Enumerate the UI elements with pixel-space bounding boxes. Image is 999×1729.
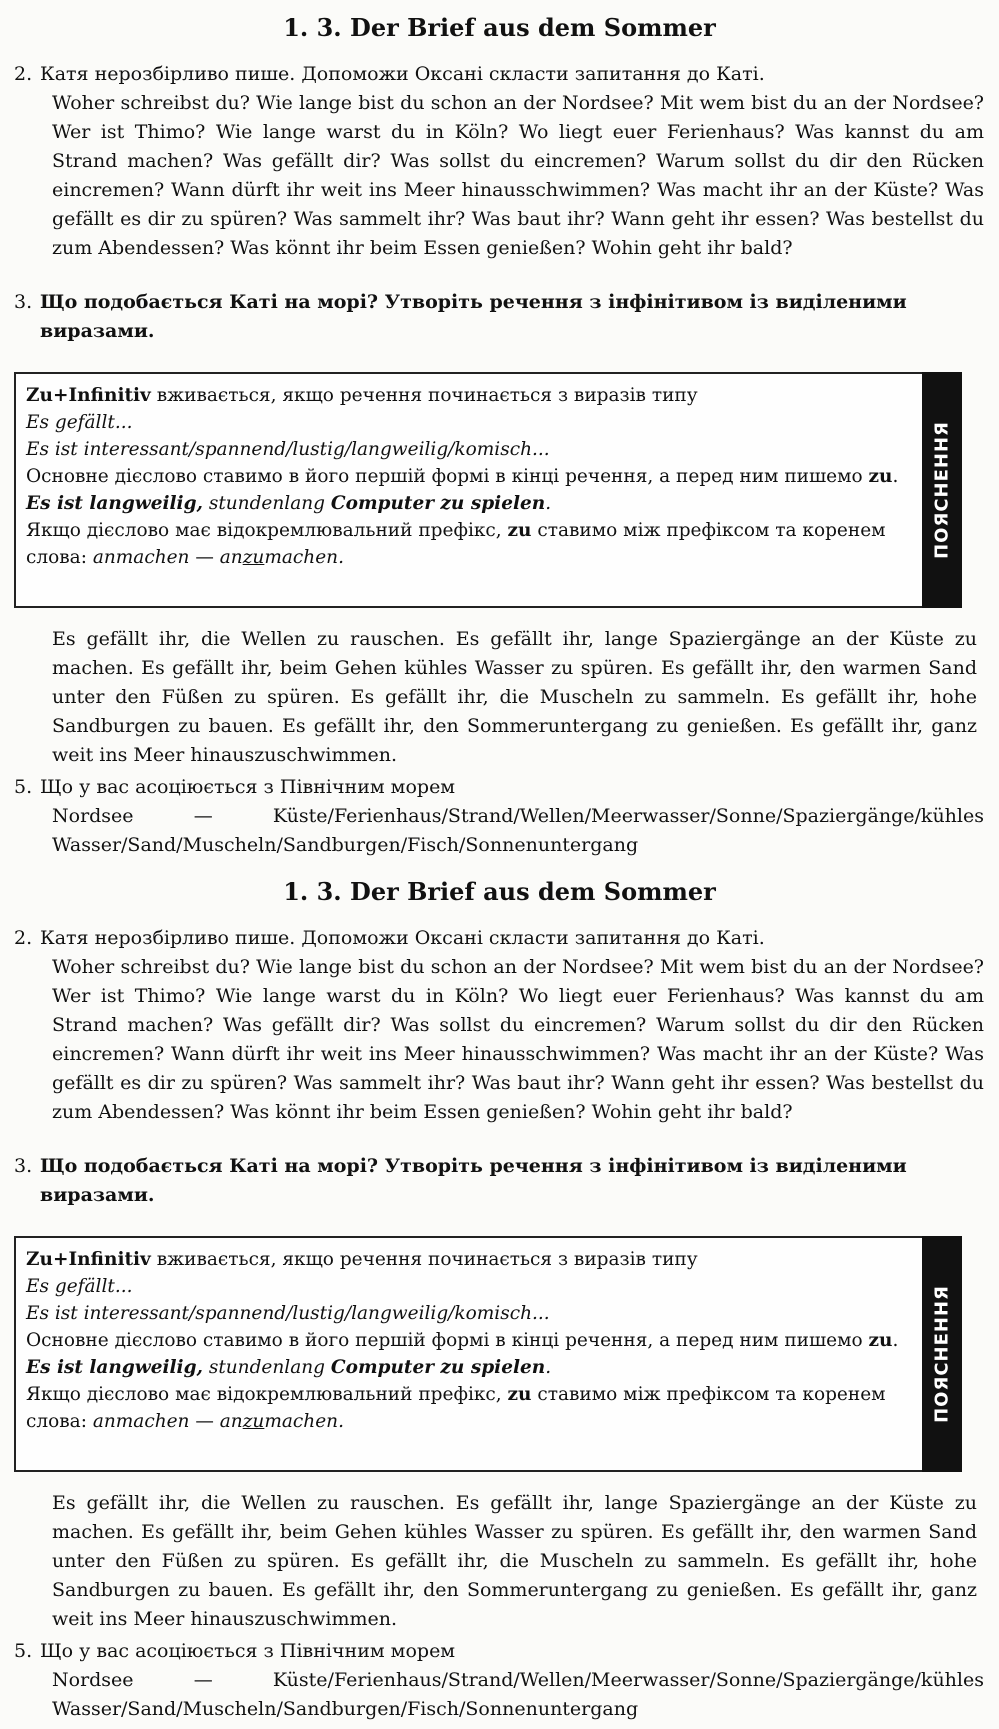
grammar-note-box — [14, 1236, 962, 1472]
task-questions: Woher schreibst du? Wie lange bist du schon an der Nordsee? Mit wem bist du an der Nordsee? Wer ist Thimo? Wie lange warst du in Köln? Wo liegt euer Ferienhaus? Was kannst du am Strand machen? Was gefällt dir? Was sollst du eincremen? Warum sollst du dir den Rücken eincremen? Wann dürft ihr weit ins Meer hinausschwimmen? Was macht ihr an der Küste? Was gefällt es dir zu spüren? Was sammelt ihr? Was baut ihr? Wann geht ihr essen? Was bestellst du zum Abendessen? Was könnt ihr beim Essen genießen? Wohin geht ihr bald? — [52, 956, 984, 1123]
note-zu: zu — [507, 520, 532, 541]
note-example-bold: Es ist langweilig, — [26, 1357, 203, 1378]
task-instruction: Катя нерозбірливо пише. Допоможи Оксані скласти запитання до Каті. — [40, 63, 765, 85]
section-title: 1. 3. Der Brief aus dem Sommer — [283, 877, 716, 906]
note-example-underlined: zu — [242, 1411, 265, 1432]
task-number: 2. — [14, 63, 33, 85]
note-example: an — [219, 1411, 243, 1432]
task-associations: Nordsee — Küste/Ferienhaus/Strand/Wellen/Meerwasser/Sonne/Spaziergänge/kühles Wasser/Sand/Muscheln/Sandburgen/Fisch/Sonnenuntergang — [52, 1669, 984, 1720]
note-example-phrase: Es gefällt... — [26, 1276, 133, 1297]
task-number: 2. — [14, 927, 33, 949]
note-example: . — [545, 493, 552, 514]
task-instruction: Що подобається Каті на морі? Утворіть речення з інфінітивом із виділеними виразами. — [40, 1155, 907, 1206]
task-instruction: Що подобається Каті на морі? Утворіть речення з інфінітивом із виділеними виразами. — [40, 291, 907, 342]
note-text: Якщо дієслово має відокремлювальний префікс, — [26, 520, 508, 541]
section-title: 1. 3. Der Brief aus dem Sommer — [283, 13, 716, 42]
note-text: — — [189, 547, 220, 568]
grammar-note-text — [26, 382, 906, 571]
note-example: . — [338, 1411, 344, 1432]
note-example: stundenlang — [202, 1357, 331, 1378]
note-example-phrase: Es gefällt... — [26, 412, 133, 433]
task-number: 3. — [14, 291, 33, 313]
note-zu: zu — [868, 466, 893, 487]
task-2 — [14, 924, 984, 1127]
task-3 — [14, 288, 984, 346]
note-zu: zu — [507, 1384, 532, 1405]
note-example: anmachen — [92, 1411, 190, 1432]
note-text: Якщо дієслово має відокремлювальний префікс, — [26, 1384, 508, 1405]
note-example-bold: Es ist langweilig, — [26, 493, 203, 514]
note-example: an — [219, 547, 243, 568]
note-example: anmachen — [92, 547, 190, 568]
note-zu: zu — [868, 1330, 893, 1351]
task-instruction: Що у вас асоціюється з Північним морем — [40, 776, 456, 798]
note-example: machen — [264, 547, 339, 568]
note-text: ставимо між префіксом та коренем слова: — [26, 520, 886, 568]
note-example: . — [545, 1357, 552, 1378]
task-number: 5. — [14, 1640, 33, 1662]
page-copy-top — [0, 0, 999, 864]
task-5 — [14, 1637, 984, 1724]
task-3-answers: Es gefällt ihr, die Wellen zu rauschen. Es gefällt ihr, lange Spaziergänge an der Küste zu machen. Es gefällt ihr, beim Gehen kühles Wasser zu spüren. Es gefällt ihr, den warmen Sand unter den Füßen zu spüren. Es gefällt ihr, die Muscheln zu sammeln. Es gefällt ihr, hohe Sandburgen zu bauen. Es gefällt ihr, den Sommeruntergang zu genießen. Es gefällt ihr, ganz weit ins Meer hinauszuschwimmen. — [52, 628, 977, 766]
note-example: . — [338, 547, 344, 568]
note-example-phrase: Es ist interessant/spannend/lustig/langweilig/komisch... — [26, 1303, 550, 1324]
note-text: . — [892, 466, 899, 487]
note-example-phrase: Es ist interessant/spannend/lustig/langweilig/komisch... — [26, 439, 550, 460]
explanation-label: ПОЯСНЕННЯ — [931, 421, 953, 559]
note-example-bold: Computer zu spielen — [330, 493, 546, 514]
note-text: ставимо між префіксом та коренем слова: — [26, 1384, 886, 1432]
note-text: вживається, якщо речення починається з виразів типу — [150, 1249, 698, 1270]
task-2 — [14, 60, 984, 263]
note-example-bold: Computer zu spielen — [330, 1357, 546, 1378]
task-3 — [14, 1152, 984, 1210]
task-questions: Woher schreibst du? Wie lange bist du schon an der Nordsee? Mit wem bist du an der Nordsee? Wer ist Thimo? Wie lange warst du in Köln? Wo liegt euer Ferienhaus? Was kannst du am Strand machen? Was gefällt dir? Was sollst du eincremen? Warum sollst du dir den Rücken eincremen? Wann dürft ihr weit ins Meer hinausschwimmen? Was macht ihr an der Küste? Was gefällt es dir zu spüren? Was sammelt ihr? Was baut ihr? Wann geht ihr essen? Was bestellst du zum Abendessen? Was könnt ihr beim Essen genießen? Wohin geht ihr bald? — [52, 92, 984, 259]
note-term: Zu+Infinitiv — [26, 385, 151, 406]
note-text: — — [189, 1411, 220, 1432]
note-text: Основне дієслово ставимо в його першій формі в кінці речення, а перед ним пишемо — [26, 1330, 869, 1351]
task-number: 5. — [14, 776, 33, 798]
task-number: 3. — [14, 1155, 33, 1177]
explanation-tab — [922, 1236, 962, 1472]
explanation-label: ПОЯСНЕННЯ — [931, 1285, 953, 1423]
task-3-answers: Es gefällt ihr, die Wellen zu rauschen. Es gefällt ihr, lange Spaziergänge an der Küste zu machen. Es gefällt ihr, beim Gehen kühles Wasser zu spüren. Es gefällt ihr, den warmen Sand unter den Füßen zu spüren. Es gefällt ihr, die Muscheln zu sammeln. Es gefällt ihr, hohe Sandburgen zu bauen. Es gefällt ihr, den Sommeruntergang zu genießen. Es gefällt ihr, ganz weit ins Meer hinauszuschwimmen. — [52, 1492, 977, 1630]
note-text: Основне дієслово ставимо в його першій формі в кінці речення, а перед ним пишемо — [26, 466, 869, 487]
note-term: Zu+Infinitiv — [26, 1249, 151, 1270]
task-associations: Nordsee — Küste/Ferienhaus/Strand/Wellen/Meerwasser/Sonne/Spaziergänge/kühles Wasser/Sand/Muscheln/Sandburgen/Fisch/Sonnenuntergang — [52, 805, 984, 856]
grammar-note-text — [26, 1246, 906, 1435]
note-text: вживається, якщо речення починається з виразів типу — [150, 385, 698, 406]
task-instruction: Катя нерозбірливо пише. Допоможи Оксані скласти запитання до Каті. — [40, 927, 765, 949]
note-example: stundenlang — [202, 493, 331, 514]
note-example: machen — [264, 1411, 339, 1432]
grammar-note-box — [14, 372, 962, 608]
explanation-tab — [922, 372, 962, 608]
note-text: . — [892, 1330, 899, 1351]
page-copy-bottom — [0, 864, 999, 1728]
note-example-underlined: zu — [242, 547, 265, 568]
task-instruction: Що у вас асоціюється з Північним морем — [40, 1640, 456, 1662]
task-5 — [14, 773, 984, 860]
